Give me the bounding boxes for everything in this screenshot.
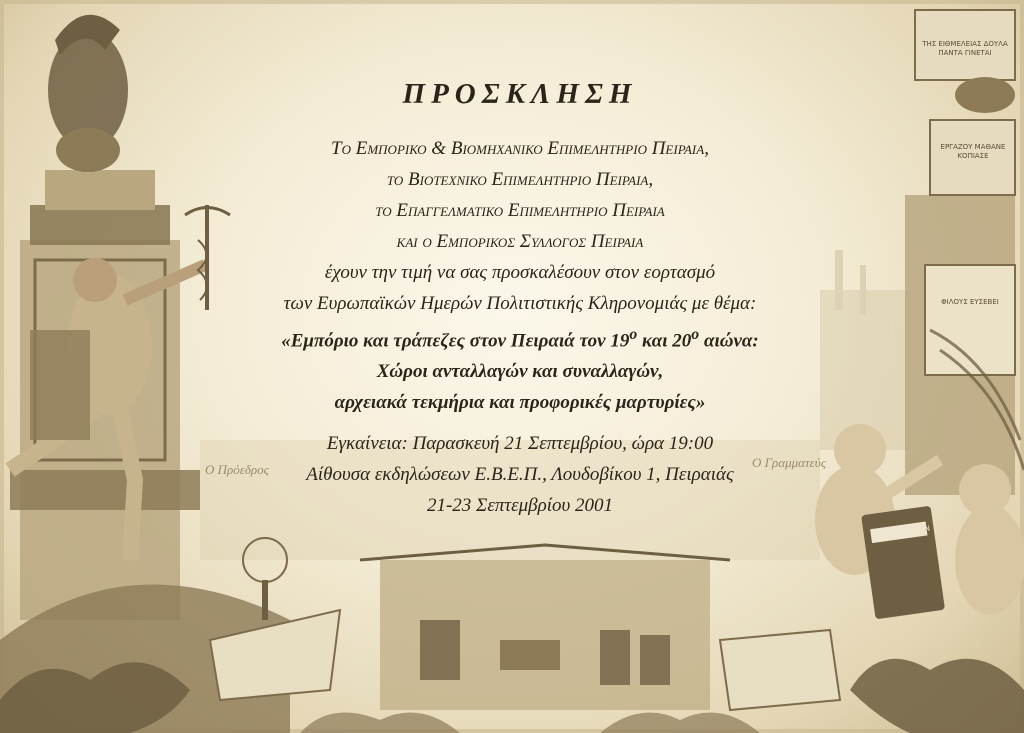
intro-line-2: των Ευρωπαϊκών Ημερών Πολιτιστικής Κληρονομιάς με θέμα: [283,293,757,314]
dates-line: 21-23 Σεπτεμβρίου 2001 [426,495,614,517]
host-line-4: και ο Εμπορικος Συλλογος Πειραια [396,231,644,252]
theme-line-2: Χώροι ανταλλαγών και συναλλαγών, [376,361,664,383]
left-signature-label: Ο Πρόεδρος [205,462,269,477]
right-pedestal [905,10,1015,495]
caduceus-icon [185,205,230,310]
plaque-top-text: ΤΗΣ ΕΙΘΜΕΛΕΙΑΣ ΔΟΥΛΑ ΠΑΝΤΑ ΓΙΝΕΤΑΙ [922,40,1008,57]
ledger-book-label: ΗΜΕΡΟΛΟΓΙΟΝ [877,524,931,540]
theme-line-1-mid: και 20 [637,330,692,352]
host-line-2: το Βιοτεχνικο Επιμελητηριο Πειραια, [386,169,654,190]
right-signature-label: Ο Γραμματεύς [752,455,826,470]
host-line-1: Το Εμπορικο & Βιομηχανικο Επιμελητηριο Πειραια, [331,138,709,159]
intro-line-1: έχουν την τιμή να σας προσκαλέσουν στον εορτασμό [324,262,716,283]
venue-line: Αίθουσα εκδηλώσεων Ε.Β.Ε.Π., Λουδοβίκου 1, Πειραιάς [306,464,734,486]
opening-line: Εγκαίνεια: Παρασκευή 21 Σεπτεμβρίου, ώρα 19:00 [326,433,714,455]
plaque-shield-text: ΦΙΛΟΥΣ ΕΥΣΕΒΕΙ [941,298,999,306]
athena-bust-icon [48,15,128,172]
trading-room-scene [360,545,730,710]
theme-superscript-2: ο [691,326,700,343]
invitation-text [240,78,800,521]
theme-line-1-before: «Εμπόριο και τράπεζες στον Πειραιά τον 19 [281,330,630,352]
ledger-book-icon [861,506,945,620]
plaque-motto-text: ΕΡΓΑΖΟΥ ΜΑΘΑΝΕ ΚΟΠΙΑΣΕ [940,143,1006,160]
theme-line-1 [240,319,800,356]
theme-line-3: αρχειακά τεκμήρια και προφορικές μαρτυρίες» [334,392,706,414]
host-line-3: το Επαγγελματικο Επιμελητηριο Πειραια [375,200,665,221]
theme-superscript-1: ο [629,326,638,343]
invitation-title: ΠΡΟΣΚΛΗΣΗ [402,78,638,110]
theme-line-1-after: αιώνα: [699,330,759,352]
